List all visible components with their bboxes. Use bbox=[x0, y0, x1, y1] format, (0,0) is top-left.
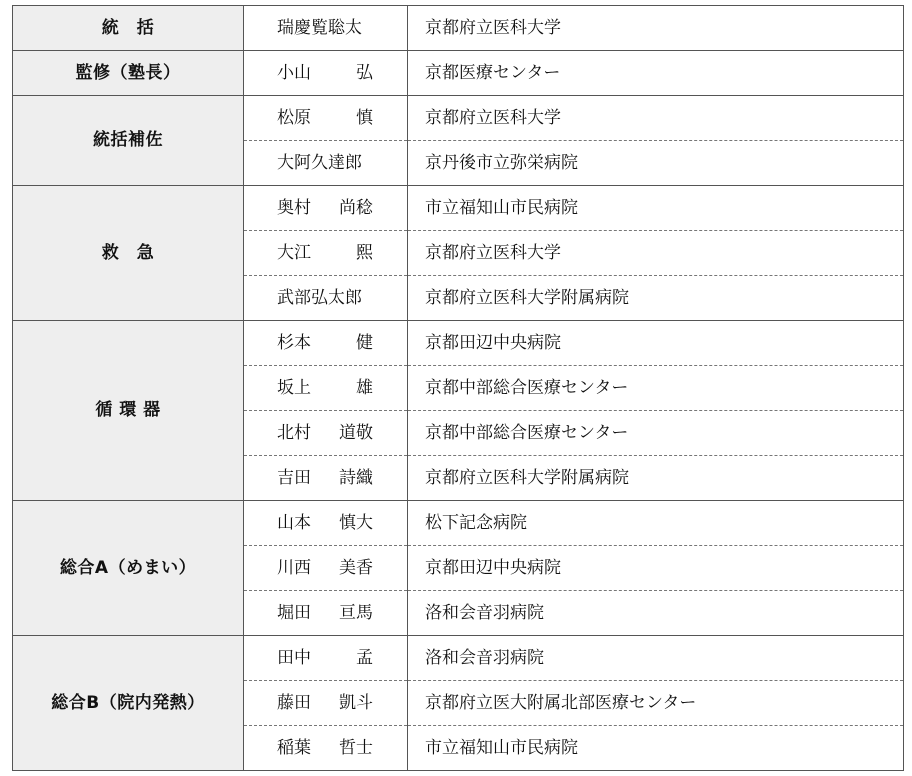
staff-assignment-table bbox=[12, 5, 904, 771]
member-surname: 山本 bbox=[277, 512, 311, 533]
member-name bbox=[277, 422, 373, 443]
member-name-cell bbox=[244, 321, 408, 366]
member-name bbox=[277, 287, 373, 308]
member-name bbox=[277, 467, 373, 488]
hospital-cell: 京都府立医科大学附属病院 bbox=[408, 276, 904, 321]
member-name bbox=[277, 647, 373, 668]
member-surname: 北村 bbox=[277, 422, 311, 443]
hospital-cell: 市立福知山市民病院 bbox=[408, 186, 904, 231]
member-given-name: 亘馬 bbox=[339, 602, 373, 623]
hospital-cell: 松下記念病院 bbox=[408, 501, 904, 546]
member-given-name: 雄 bbox=[356, 377, 373, 398]
role-cell: 総合B（院内発熱） bbox=[13, 636, 244, 771]
hospital-cell: 京丹後市立弥栄病院 bbox=[408, 141, 904, 186]
hospital-cell: 洛和会音羽病院 bbox=[408, 591, 904, 636]
member-name-cell bbox=[244, 231, 408, 276]
member-name-cell bbox=[244, 96, 408, 141]
member-surname: 坂上 bbox=[277, 377, 311, 398]
member-name bbox=[277, 242, 373, 263]
member-name bbox=[277, 17, 373, 38]
member-name-cell bbox=[244, 186, 408, 231]
member-given-name: 哲士 bbox=[339, 737, 373, 758]
member-surname: 川西 bbox=[277, 557, 311, 578]
member-name bbox=[277, 332, 373, 353]
hospital-cell: 京都府立医科大学附属病院 bbox=[408, 456, 904, 501]
hospital-cell: 洛和会音羽病院 bbox=[408, 636, 904, 681]
member-name-cell bbox=[244, 546, 408, 591]
member-name-cell bbox=[244, 456, 408, 501]
hospital-cell: 京都田辺中央病院 bbox=[408, 546, 904, 591]
member-name-cell bbox=[244, 591, 408, 636]
member-given-name: 慎 bbox=[356, 107, 373, 128]
member-name bbox=[277, 62, 373, 83]
table-row bbox=[13, 186, 904, 231]
role-cell: 監修（塾長） bbox=[13, 51, 244, 96]
member-name bbox=[277, 377, 373, 398]
member-name-cell bbox=[244, 366, 408, 411]
table-row bbox=[13, 501, 904, 546]
hospital-cell: 京都中部総合医療センター bbox=[408, 366, 904, 411]
member-given-name: 美香 bbox=[339, 557, 373, 578]
member-name-cell bbox=[244, 6, 408, 51]
member-name-cell bbox=[244, 681, 408, 726]
table-row bbox=[13, 96, 904, 141]
member-surname: 松原 bbox=[277, 107, 311, 128]
hospital-cell: 京都中部総合医療センター bbox=[408, 411, 904, 456]
member-name bbox=[277, 692, 373, 713]
member-name bbox=[277, 107, 373, 128]
hospital-cell: 京都府立医科大学 bbox=[408, 6, 904, 51]
member-name bbox=[277, 197, 373, 218]
hospital-cell: 京都府立医科大学 bbox=[408, 96, 904, 141]
member-name-cell bbox=[244, 501, 408, 546]
member-name-cell bbox=[244, 51, 408, 96]
role-cell: 総合A（めまい） bbox=[13, 501, 244, 636]
hospital-cell: 京都田辺中央病院 bbox=[408, 321, 904, 366]
member-name bbox=[277, 152, 373, 173]
hospital-cell: 市立福知山市民病院 bbox=[408, 726, 904, 771]
member-surname: 吉田 bbox=[277, 467, 311, 488]
member-name bbox=[277, 737, 373, 758]
role-cell: 救 急 bbox=[13, 186, 244, 321]
member-surname: 武部弘太郎 bbox=[277, 287, 362, 308]
member-given-name: 弘 bbox=[356, 62, 373, 83]
member-given-name: 詩織 bbox=[339, 467, 373, 488]
member-given-name: 健 bbox=[356, 332, 373, 353]
member-surname: 稲葉 bbox=[277, 737, 311, 758]
staff-table-body bbox=[13, 6, 904, 771]
member-given-name: 慎大 bbox=[339, 512, 373, 533]
member-surname: 杉本 bbox=[277, 332, 311, 353]
member-surname: 小山 bbox=[277, 62, 311, 83]
member-name-cell bbox=[244, 276, 408, 321]
hospital-cell: 京都医療センター bbox=[408, 51, 904, 96]
member-given-name: 凱斗 bbox=[339, 692, 373, 713]
member-given-name: 孟 bbox=[356, 647, 373, 668]
member-surname: 堀田 bbox=[277, 602, 311, 623]
member-name-cell bbox=[244, 141, 408, 186]
role-cell: 循 環 器 bbox=[13, 321, 244, 501]
member-surname: 大阿久達郎 bbox=[277, 152, 362, 173]
table-row bbox=[13, 6, 904, 51]
table-row bbox=[13, 51, 904, 96]
role-cell: 統 括 bbox=[13, 6, 244, 51]
member-name bbox=[277, 557, 373, 578]
member-name-cell bbox=[244, 726, 408, 771]
member-name-cell bbox=[244, 411, 408, 456]
member-surname: 大江 bbox=[277, 242, 311, 263]
role-cell: 統括補佐 bbox=[13, 96, 244, 186]
member-name bbox=[277, 512, 373, 533]
member-surname: 田中 bbox=[277, 647, 311, 668]
member-surname: 奥村 bbox=[277, 197, 311, 218]
member-surname: 藤田 bbox=[277, 692, 311, 713]
member-name bbox=[277, 602, 373, 623]
member-given-name: 道敬 bbox=[339, 422, 373, 443]
member-given-name: 熙 bbox=[356, 242, 373, 263]
table-row bbox=[13, 321, 904, 366]
member-surname: 瑞慶覧聡太 bbox=[277, 17, 362, 38]
table-row bbox=[13, 636, 904, 681]
member-given-name: 尚稔 bbox=[339, 197, 373, 218]
member-name-cell bbox=[244, 636, 408, 681]
hospital-cell: 京都府立医大附属北部医療センター bbox=[408, 681, 904, 726]
hospital-cell: 京都府立医科大学 bbox=[408, 231, 904, 276]
